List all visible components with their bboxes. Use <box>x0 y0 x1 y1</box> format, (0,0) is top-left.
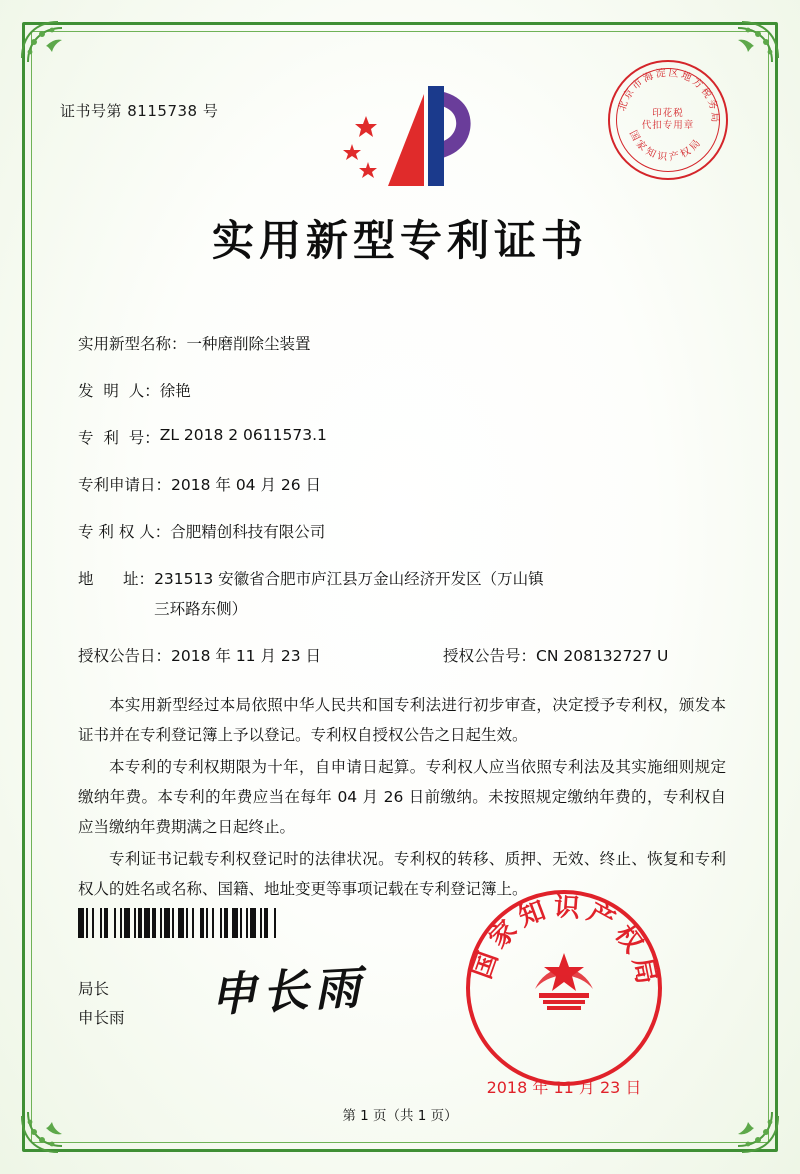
field-row-application-date <box>78 473 740 495</box>
field-value: ZL 2018 2 0611573.1 <box>159 426 327 444</box>
field-value: 徐艳 <box>159 382 191 400</box>
tax-stamp-seal <box>608 60 728 180</box>
paragraph-2: 本专利的专利权期限为十年，自申请日起算。专利权人应当依照专利法及其实施细则规定缴纳年费。本专利的年费应当在每年 04 月 26 日前缴纳。未按照规定缴纳年费的，专利权自应当缴纳年费期满之日起终止。 <box>78 758 726 836</box>
stamp-center-text <box>642 108 695 132</box>
publication-number-value: CN 208132727 U <box>536 647 669 665</box>
body-paragraphs <box>78 690 726 906</box>
stamp-center-line-1: 印花税 <box>652 108 684 119</box>
signature-name: 申长雨 <box>78 1009 125 1027</box>
field-value: 2018 年 04 月 26 日 <box>171 476 322 494</box>
field-list <box>78 332 740 686</box>
barcode <box>78 908 323 938</box>
seal-date: 2018 年 11 月 23 日 <box>486 1078 642 1097</box>
field-row-patentee <box>78 520 740 542</box>
field-value-address <box>154 567 740 619</box>
stamp-center-line-2: 代扣专用章 <box>641 120 695 131</box>
field-label: 实用新型名称： <box>78 335 187 353</box>
grant-date-group <box>78 644 443 666</box>
field-row-address <box>78 567 740 619</box>
address-line-1: 231513 安徽省合肥市庐江县万金山经济开发区（万山镇 <box>154 570 544 588</box>
field-row-grant <box>78 644 740 666</box>
field-value: 合肥精创科技有限公司 <box>170 523 326 541</box>
page-title: 实用新型专利证书 <box>211 216 588 265</box>
certificate-number: 证书号第 8115738 号 <box>60 102 219 120</box>
grant-date-label: 授权公告日： <box>78 647 172 665</box>
handwritten-signature: 申长雨 <box>208 959 368 1023</box>
field-value: 一种磨削除尘装置 <box>186 335 311 353</box>
field-row-inventor <box>78 379 740 401</box>
patent-office-logo-icon <box>332 82 492 194</box>
address-line-2: 三环路东侧） <box>154 600 248 618</box>
field-label: 专 利 号： <box>78 429 160 447</box>
signature-block <box>78 975 125 1033</box>
paragraph-1: 本实用新型经过本局依照中华人民共和国专利法进行初步审查，决定授予专利权，颁发本证书并在专利登记簿上予以登记。专利权自授权公告之日起生效。 <box>78 696 726 744</box>
national-emblem-icon <box>525 949 603 1027</box>
publication-number-label: 授权公告号： <box>443 647 537 665</box>
svg-text:北京市海淀区地方税务局: 北京市海淀区地方税务局 <box>616 67 721 125</box>
official-seal <box>466 890 662 1097</box>
field-row-name <box>78 332 740 354</box>
field-label: 专利申请日： <box>78 476 172 494</box>
page-footer: 第 1 页（共 1 页） <box>342 1108 458 1124</box>
field-label: 地 址： <box>78 570 155 588</box>
grant-date-value: 2018 年 11 月 23 日 <box>171 647 322 665</box>
signature-role: 局长 <box>78 980 110 998</box>
svg-text:国家知识产权局: 国家知识产权局 <box>467 892 662 993</box>
paragraph-3: 专利证书记载专利权登记时的法律状况。专利权的转移、质押、无效、终止、恢复和专利权人的姓名或名称、国籍、地址变更等事项记载在专利登记簿上。 <box>78 850 726 898</box>
field-label: 发 明 人： <box>78 382 160 400</box>
field-row-patent-number <box>78 426 740 448</box>
field-label: 专 利 权 人： <box>78 523 171 541</box>
publication-number-group <box>443 644 740 666</box>
svg-text:国家知识产权局: 国家知识产权局 <box>626 128 705 164</box>
